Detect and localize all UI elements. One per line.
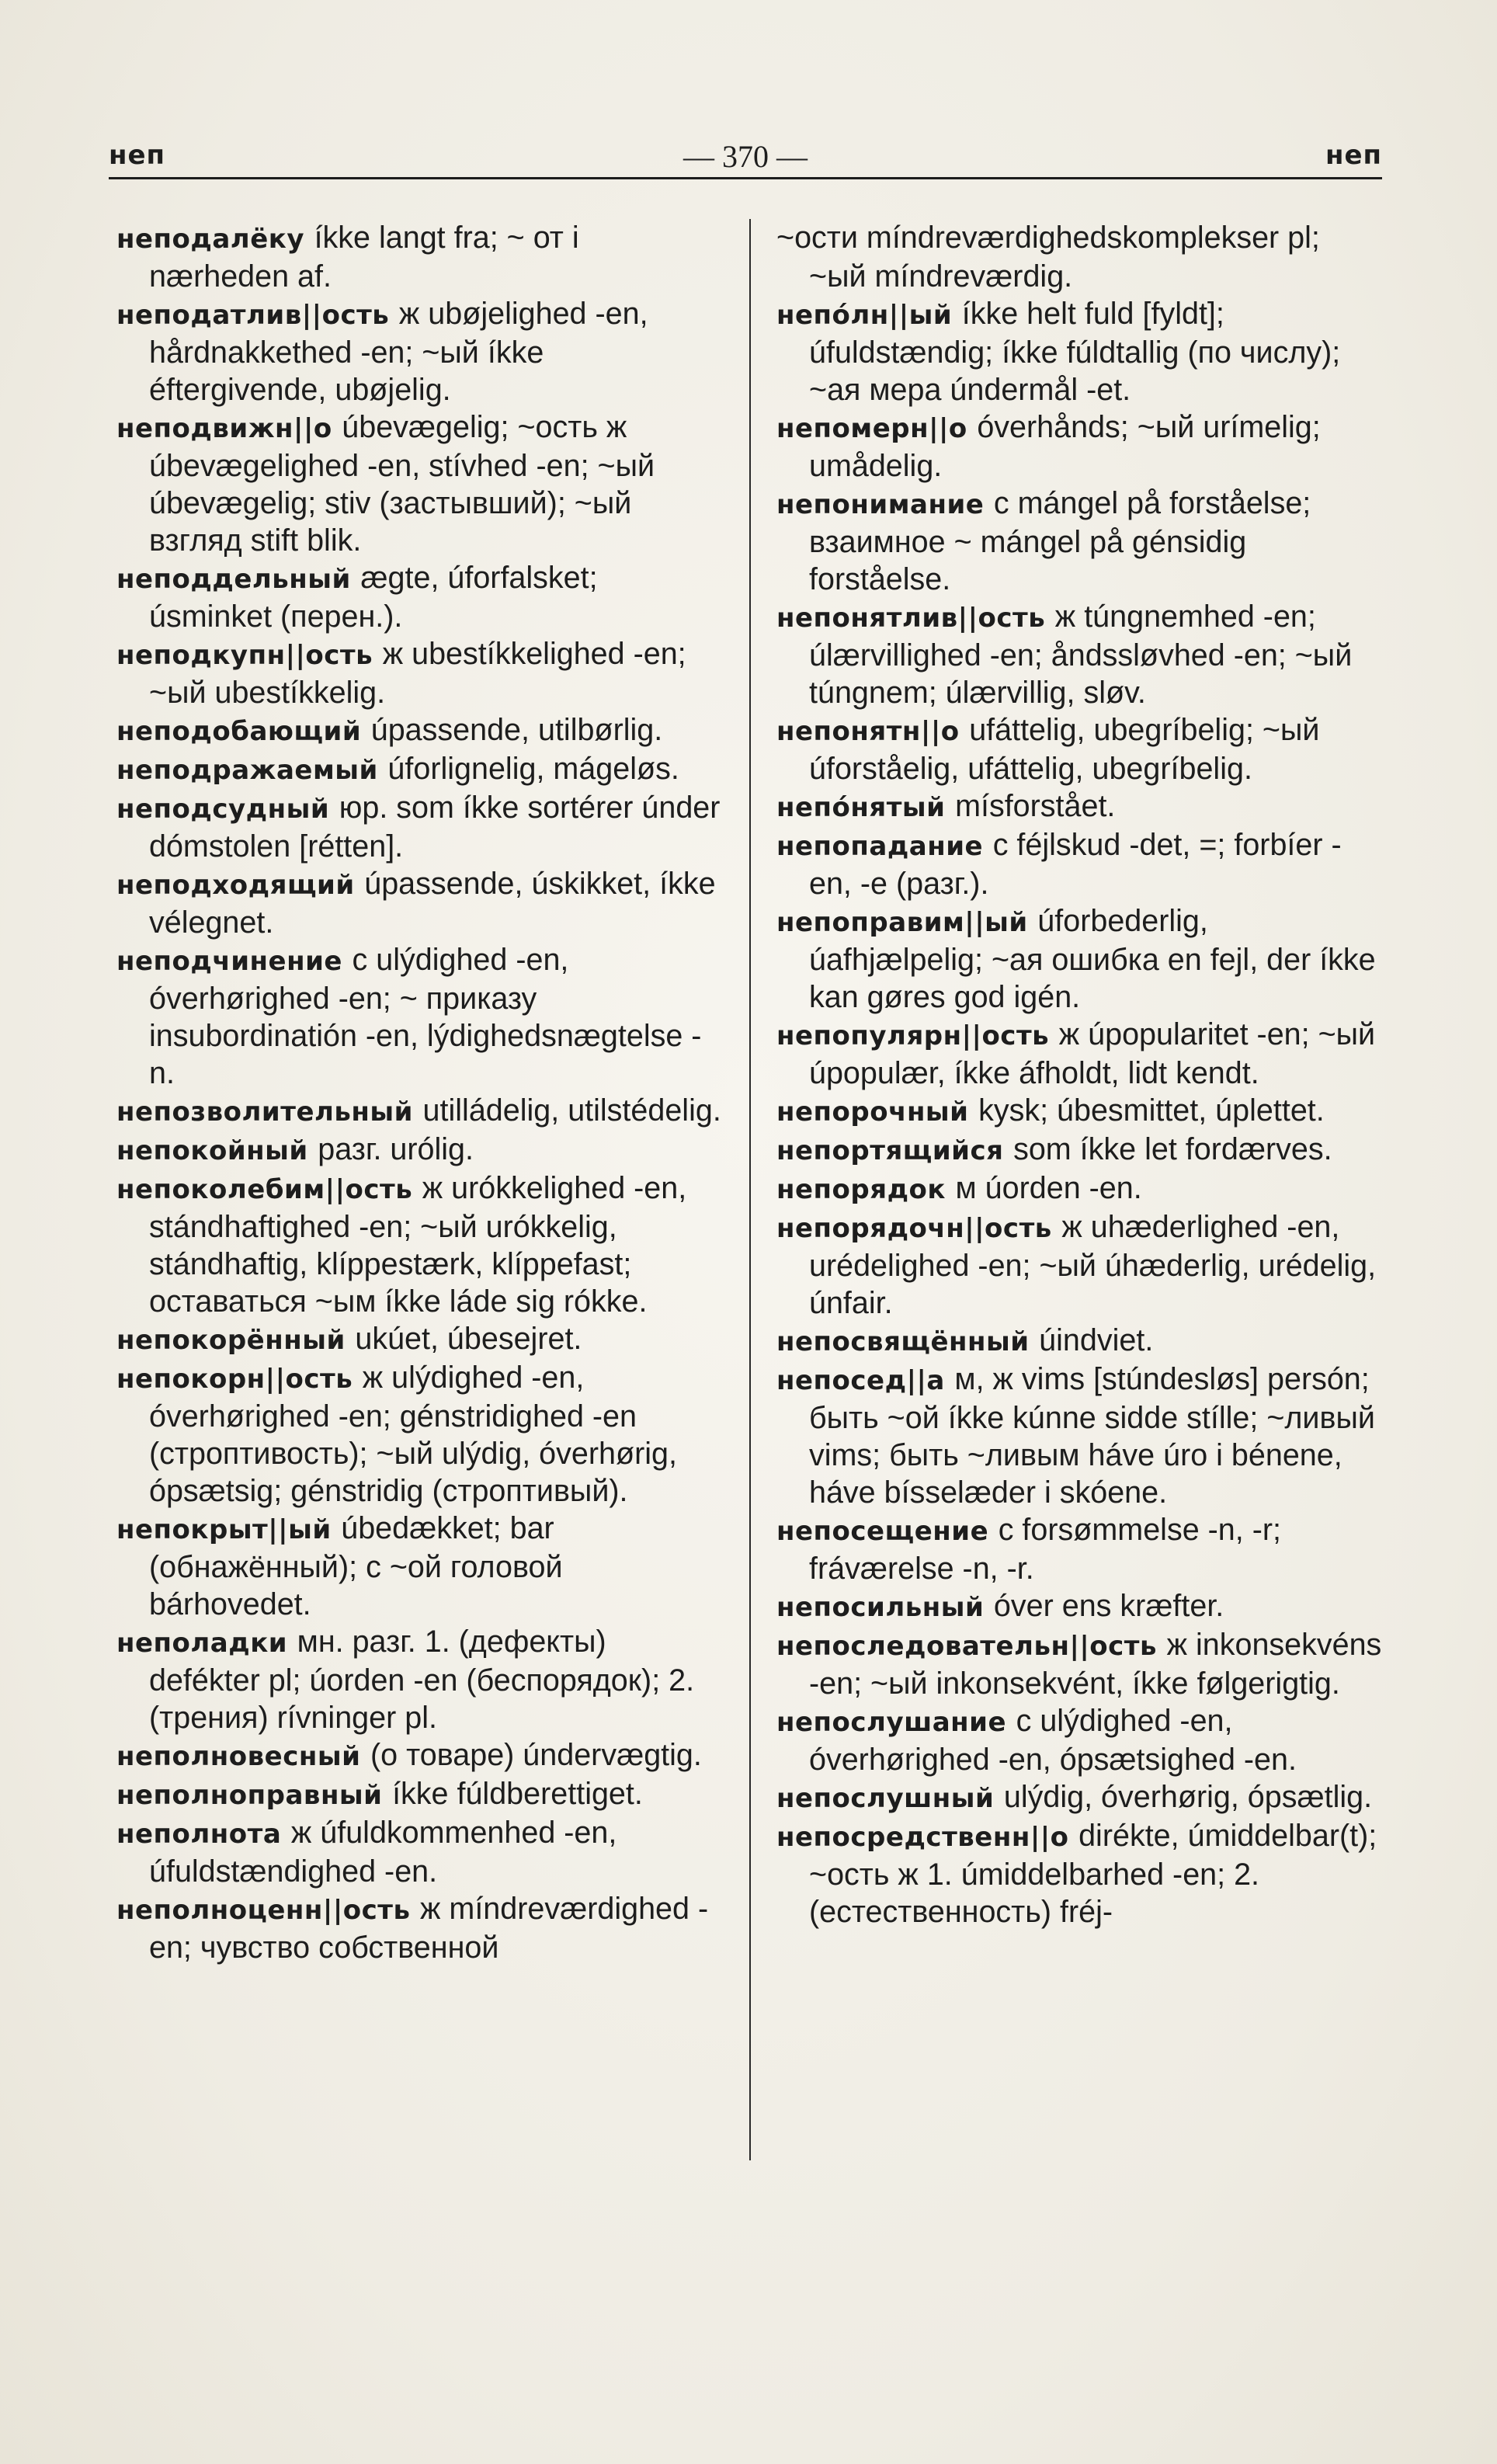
dictionary-entry — [116, 865, 722, 941]
entry-text: (о товаре) úndervægtig. — [370, 1738, 702, 1772]
entry-headword: неподатлив||ость — [116, 300, 390, 331]
dictionary-entry — [776, 1169, 1382, 1208]
entry-headword: непозволительный — [116, 1096, 413, 1128]
entry-headword: неполадки — [116, 1628, 288, 1659]
entry-headword: непорядок — [776, 1174, 946, 1205]
dictionary-entry — [116, 1320, 722, 1359]
entry-headword: непонятлив||ость — [776, 603, 1046, 634]
entry-headword: непосещение — [776, 1516, 989, 1547]
entry-text: íkke helt fuld [fyldt]; úfuldstændig; íkke fúldtallig (по числу); ~ая мера úndermål -et. — [809, 297, 1341, 407]
entry-text: íkke langt fra; ~ от i nærheden af. — [149, 221, 579, 294]
dictionary-entry — [116, 1359, 722, 1510]
dictionary-entry — [776, 485, 1382, 598]
entry-text: ukúet, úbesejret. — [355, 1322, 582, 1356]
dictionary-entry — [776, 711, 1382, 787]
entry-text: с féjlskud -det, =; forbíer -en, -e (разг.). — [809, 828, 1342, 901]
entry-text: som íkke let fordærves. — [1013, 1132, 1332, 1166]
entry-headword: непорочный — [776, 1096, 969, 1128]
entry-text: úpassende, utilbørlig. — [370, 713, 663, 747]
entry-text: ж túngnemhed -en; úlærvillighed -en; åndssløvhed -en; ~ый túngnem; úlærvillig, sløv. — [809, 599, 1353, 710]
dictionary-entry — [116, 750, 722, 789]
dictionary-entry — [116, 219, 722, 295]
dictionary-entry — [116, 1092, 722, 1131]
entry-headword: непосредственн||о — [776, 1822, 1069, 1853]
entry-headword: неполноправный — [116, 1780, 383, 1811]
entry-headword: неполнота — [116, 1819, 282, 1850]
entry-headword: неподражаемый — [116, 755, 378, 786]
entry-text: íkke fúldberettiget. — [392, 1777, 643, 1811]
column-divider — [749, 219, 751, 2160]
dictionary-entry — [116, 1890, 722, 1966]
dictionary-entry — [776, 295, 1382, 408]
entry-text: ж míndreværdighed -en; чувство собственной — [149, 1892, 709, 1965]
entry-text: ж urókkelighed -en, stándhaftighed -en; ~ый urókkelig, stándhaftig, klíppestærk, klíppefast; оставаться ~ым íkke láde sig rókke. — [149, 1171, 687, 1319]
entry-text: óverhånds; ~ый urímelig; umådelig. — [809, 410, 1321, 483]
dictionary-entry — [776, 1361, 1382, 1511]
entry-text: ~ости míndreværdighedskomplekser pl; ~ый míndreværdig. — [776, 221, 1320, 294]
entry-text: ж úpopularitet -en; ~ый úpopulær, íkke áfholdt, lidt kendt. — [809, 1017, 1376, 1090]
entry-text: ufáttelig, ubegríbelig; ~ый úforståelig, ufáttelig, ubegríbelig. — [809, 713, 1320, 786]
entry-text: с forsømmelse -n, -r; fráværelse -n, -r. — [809, 1513, 1281, 1586]
entry-text: разг. urólig. — [318, 1132, 474, 1166]
entry-text: ægte, úforfalsket; úsminket (перен.). — [149, 561, 598, 634]
entry-text: ж inkonsekvéns -en; ~ый inkonsekvént, íkke følgerigtig. — [809, 1628, 1382, 1701]
dictionary-entry — [776, 1702, 1382, 1778]
dictionary-entry — [116, 1510, 722, 1623]
entry-headword: неподсудный — [116, 794, 330, 825]
entry-headword: неполновесный — [116, 1741, 361, 1772]
dictionary-entry — [776, 826, 1382, 902]
dictionary-entry — [776, 408, 1382, 485]
entry-headword: непопулярн||ость — [776, 1020, 1050, 1051]
entry-text: юр. som íkke sortérer únder dómstolen [rétten]. — [149, 791, 721, 864]
entry-text: м úorden -en. — [955, 1171, 1142, 1205]
left-column — [116, 219, 722, 1966]
entry-headword: непопадание — [776, 831, 984, 862]
entry-text: úforlignelig, mágeløs. — [387, 752, 679, 786]
page-number: — 370 — — [683, 139, 808, 174]
entry-text: utilládelig, utilstédelig. — [422, 1093, 721, 1128]
dictionary-entry — [116, 1814, 722, 1890]
dictionary-entry — [776, 1016, 1382, 1092]
dictionary-entry — [116, 941, 722, 1092]
entry-text: с ulýdighed -en, óverhørighed -en; ~ приказу insubordinatión -en, lýdighedsnægtelse -n. — [149, 943, 702, 1090]
dictionary-entry — [116, 1775, 722, 1814]
dictionary-entry — [116, 408, 722, 559]
dictionary-entry — [116, 1623, 722, 1736]
entry-headword: непокорн||ость — [116, 1364, 353, 1395]
entry-headword: неподходящий — [116, 870, 355, 901]
dictionary-entry — [116, 1169, 722, 1320]
entry-headword: неподобающий — [116, 716, 362, 747]
entry-text: úpassende, úskikket, íkke vélegnet. — [149, 867, 716, 940]
entry-headword: непоколебим||ость — [116, 1174, 413, 1205]
dictionary-entry — [116, 1131, 722, 1169]
entry-text: ж ulýdighed -en, óverhørighed -en; génstridighed -en (строптивость); ~ый ulýdig, óverhørig, ópsætsig; génstridig (строптивый). — [149, 1361, 677, 1508]
header-left-guideword: неп — [109, 140, 166, 171]
entry-headword: непóнятый — [776, 792, 946, 823]
entry-text: ж úfuldkommenhed -en, úfuldstændighed -en. — [149, 1816, 617, 1889]
dictionary-entry — [776, 902, 1382, 1016]
entry-text: с ulýdighed -en, óverhørighed -en, ópsætsighed -en. — [809, 1704, 1297, 1777]
dictionary-entry — [776, 1587, 1382, 1626]
entry-text: úbedækket; bar (обнажённый); с ~ой головой bárhovedet. — [149, 1511, 563, 1621]
dictionary-entry — [776, 1778, 1382, 1817]
entry-headword: непомерн||о — [776, 413, 967, 444]
entry-headword: непорядочн||ость — [776, 1213, 1052, 1244]
entry-text: óver ens kræfter. — [993, 1589, 1224, 1623]
dictionary-entry — [776, 1131, 1382, 1169]
entry-headword: неподвижн||о — [116, 413, 332, 444]
dictionary-entry — [116, 295, 722, 408]
dictionary-entry — [776, 1511, 1382, 1587]
entry-headword: неподдельный — [116, 564, 351, 595]
dictionary-entry — [116, 1736, 722, 1775]
right-column — [776, 219, 1382, 1931]
entry-headword: непокорённый — [116, 1325, 346, 1356]
dictionary-entry — [776, 598, 1382, 711]
entry-text: мн. разг. 1. (дефекты) defékter pl; úorden -en (беспорядок); 2. (трения) rívninger pl. — [149, 1625, 695, 1735]
page-header — [109, 137, 1382, 183]
entry-text: с mángel på forståelse; взаимное ~ mángel på génsidig forståelse. — [809, 486, 1311, 596]
entry-headword: непосвящённый — [776, 1326, 1030, 1357]
dictionary-entry — [116, 635, 722, 711]
entry-headword: непокрыт||ый — [116, 1514, 332, 1545]
dictionary-entry — [776, 1092, 1382, 1131]
dictionary-entry — [776, 219, 1382, 295]
entry-headword: непортящийся — [776, 1135, 1004, 1166]
entry-headword: непóлн||ый — [776, 300, 953, 331]
dictionary-entry — [776, 1626, 1382, 1702]
entry-headword: непоследовательн||ость — [776, 1631, 1158, 1662]
entry-headword: непослушание — [776, 1707, 1007, 1738]
entry-text: ulýdig, óverhørig, ópsætlig. — [1003, 1780, 1373, 1814]
entry-text: ж ubestíkkelighed -en; ~ый ubestíkkelig. — [149, 637, 686, 710]
entry-headword: непослушный — [776, 1783, 995, 1814]
header-rule — [109, 177, 1382, 179]
dictionary-entry — [116, 559, 722, 635]
entry-text: úforbederlig, úafhjælpelig; ~ая ошибка en fejl, der íkke kan gøres god igén. — [809, 904, 1376, 1014]
dictionary-entry — [776, 1322, 1382, 1361]
entry-headword: неполноценн||ость — [116, 1895, 411, 1926]
entry-text: ж ubøjelighed -en, hårdnakkethed -en; ~ый íkke éftergivende, ubøjelig. — [149, 297, 648, 407]
entry-text: м, ж vims [stúndesløs] persón; быть ~ой íkke kúnne sidde stílle; ~ливый vims; быть ~ливым háve úro i bénene, háve bísselæder i skóene. — [809, 1362, 1375, 1510]
header-right-guideword: неп — [1325, 140, 1382, 171]
entry-headword: непонимание — [776, 489, 985, 520]
entry-headword: неподалёку — [116, 224, 305, 255]
dictionary-entry — [776, 1208, 1382, 1322]
entry-text: úbevægelig; ~ость ж úbevægelighed -en, stívhed -en; ~ый úbevægelig; stiv (застывший); ~ый взгляд stift blik. — [149, 410, 655, 558]
entry-headword: непоправим||ый — [776, 907, 1028, 938]
entry-headword: неподчинение — [116, 946, 342, 977]
dictionary-entry — [116, 789, 722, 865]
entry-text: dirékte, úmiddelbar(t); ~ость ж 1. úmiddelbarhed -en; 2. (естественность) fréj- — [809, 1819, 1377, 1929]
entry-text: úindviet. — [1039, 1323, 1154, 1357]
entry-headword: непосед||а — [776, 1365, 945, 1396]
dictionary-entry — [776, 1817, 1382, 1931]
entry-headword: непокойный — [116, 1135, 308, 1166]
entry-headword: непонятн||о — [776, 716, 960, 747]
entry-text: ж uhæderlighed -en, urédelighed -en; ~ый úhæderlig, urédelig, únfair. — [809, 1210, 1377, 1320]
entry-text: kysk; úbesmittet, úplettet. — [978, 1093, 1325, 1128]
dictionary-entry — [116, 711, 722, 750]
entry-headword: непосильный — [776, 1592, 985, 1623]
dictionary-entry — [776, 787, 1382, 826]
entry-text: mísforstået. — [955, 789, 1116, 823]
entry-headword: неподкупн||ость — [116, 640, 373, 671]
